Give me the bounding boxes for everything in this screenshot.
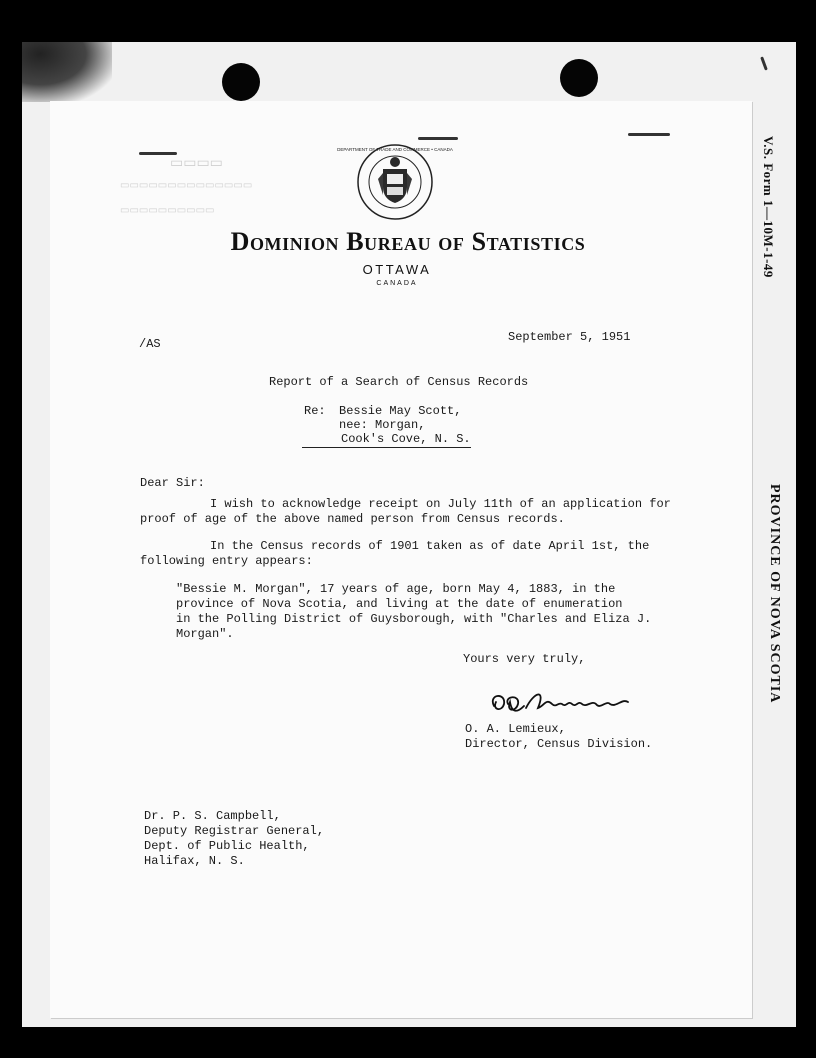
census-entry-line: in the Polling District of Guysborough, with "Charles and Eliza J.: [176, 612, 652, 626]
seal-text: DEPARTMENT OF TRADE AND COMMERCE • CANADA: [337, 147, 453, 152]
recipient-line: Dr. P. S. Campbell,: [144, 809, 281, 823]
paragraph-line: In the Census records of 1901 taken as of date April 1st, the: [210, 539, 650, 553]
bleed-through-mark: ▭▭▭▭▭▭▭▭▭▭: [120, 205, 215, 216]
recipient-line: Dept. of Public Health,: [144, 839, 310, 853]
paragraph-line: I wish to acknowledge receipt on July 11th of an application for: [210, 497, 671, 511]
staple: [418, 137, 458, 140]
subject-line: Report of a Search of Census Records: [269, 375, 529, 389]
department-seal: [337, 143, 453, 221]
letterhead-city: OTTAWA: [362, 262, 432, 277]
recipient-line: Deputy Registrar General,: [144, 824, 325, 838]
recipient-line: Halifax, N. S.: [144, 854, 245, 868]
census-entry-line: province of Nova Scotia, and living at the date of enumeration: [176, 597, 623, 611]
staple: [628, 133, 670, 136]
census-entry-line: Morgan".: [176, 627, 234, 641]
census-entry-line: "Bessie M. Morgan", 17 years of age, born May 4, 1883, in the: [176, 582, 616, 596]
bleed-through-mark: ▭▭▭▭: [170, 156, 223, 171]
re-label: Re:: [304, 404, 326, 418]
reference-code: /AS: [139, 337, 161, 351]
letterhead-country: CANADA: [376, 280, 418, 287]
paragraph-line: following entry appears:: [140, 554, 313, 568]
closing: Yours very truly,: [463, 652, 586, 666]
corner-stain: [22, 42, 112, 102]
punch-hole: [222, 63, 260, 101]
punch-hole: [560, 59, 598, 97]
bleed-through-mark: ▭▭▭▭▭▭▭▭▭▭▭▭▭▭: [120, 180, 253, 191]
paragraph-line: proof of age of the above named person from Census records.: [140, 512, 565, 526]
signer-name: O. A. Lemieux,: [465, 722, 566, 736]
handwritten-signature: [486, 684, 636, 724]
signer-title: Director, Census Division.: [465, 737, 653, 751]
letter-date: September 5, 1951: [508, 330, 631, 344]
province-label: PROVINCE OF NOVA SCOTIA: [767, 484, 782, 704]
salutation: Dear Sir:: [140, 476, 205, 490]
re-line: nee: Morgan,: [339, 418, 426, 432]
form-number: V.S. Form 1—10M-1-49: [761, 136, 776, 278]
re-line: Cook's Cove, N. S.: [302, 432, 471, 448]
letterhead-title: Dominion Bureau of Statistics: [230, 227, 586, 256]
re-line: Bessie May Scott,: [339, 404, 462, 418]
